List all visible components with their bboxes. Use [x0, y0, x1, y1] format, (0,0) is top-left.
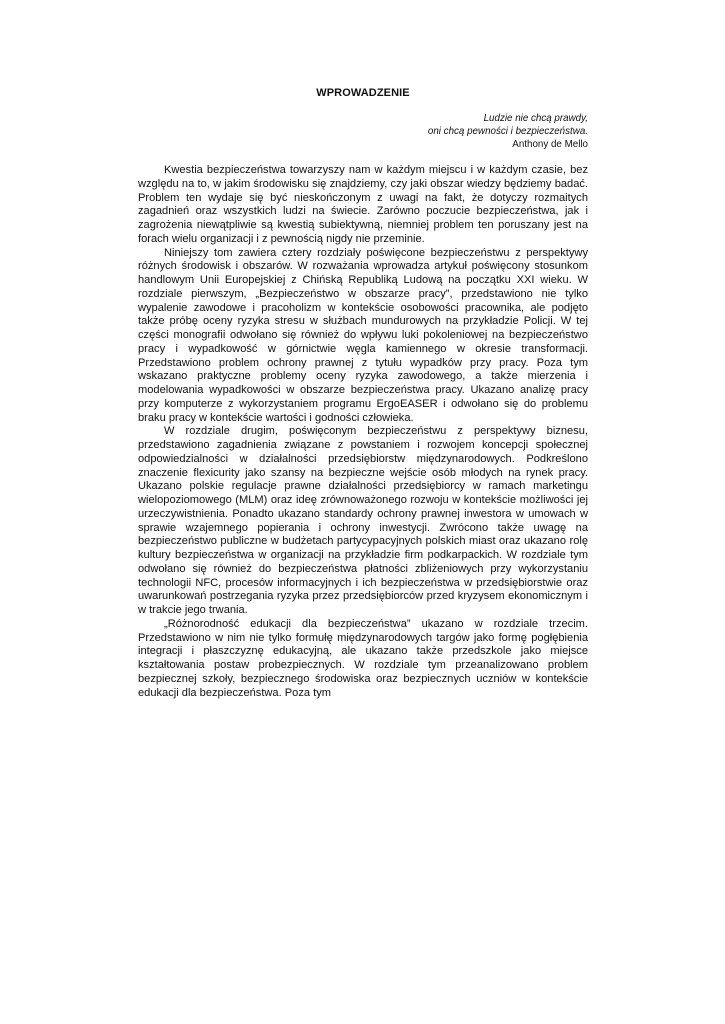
page-title: WPROWADZENIE [316, 87, 410, 99]
paragraph-1: Kwestia bezpieczeństwa towarzyszy nam w każdym miejscu i w każdym czasie, bez względu na to, w jakim środowisku się znajdziemy, czy jaki obszar wiedzy będziemy badać. Problem ten wydaje się być nieskończonym z uwagi na fakt, że dotyczy rozmaitych zagadnień oraz wszystkich ludzi na świecie. Zarówno poczucie bezpieczeństwa, jak i zagrożenia niewątpliwie są kwestią subiektywną, niemniej problem ten poruszany jest na forach wielu organizacji i z pewnością nigdy nie przeminie. [138, 164, 588, 245]
paragraph-3: W rozdziale drugim, poświęconym bezpieczeństwu z perspektywy biznesu, przedstawiono zagadnienia związane z powstaniem i rozwojem koncepcji społecznej odpowiedzialności w działalności przedsiębiorstw międzynarodowych. Podkreślono znaczenie flexicurity jako szansy na bezpieczne wejście osób młodych na rynek pracy. Ukazano polskie regulacje prawne działalności przedsiębiorcy w ramach marketingu wielopoziomowego (MLM) oraz ideę zrównoważonego rozwoju w kontekście możliwości jej urzeczywistnienia. Ponadto ukazano standardy ochrony prawnej inwestora w umowach w sprawie wzajemnego popierania i ochrony inwestycji. Zwrócono także uwagę na bezpieczeństwo publiczne w budżetach partycypacyjnych polskich miast oraz ukazano rolę kultury bezpieczeństwa w organizacji na przykładzie firm podkarpackich. W rozdziale tym odwołano się również do bezpieczeństwa płatności zbliżeniowych przy wykorzystaniu technologii NFC, procesów informacyjnych i ich bezpieczeństwa w przedsiębiorstwie oraz uwarunkowań postrzegania ryzyka przez przedsiębiorców przed kryzysem ekonomicznym i w trakcie jego trwania. [138, 425, 588, 616]
epigraph-author: Anthony de Mello [512, 139, 588, 150]
paragraph-2: Niniejszy tom zawiera cztery rozdziały poświęcone bezpieczeństwu z perspektywy różnych środowisk i obszarów. W rozważania wprowadza artykuł poświęcony stosunkom handlowym Unii Europejskiej z Chińską Republiką Ludową na początku XXI wieku. W rozdziale pierwszym, „Bezpieczeństwo w obszarze pracy”, przedstawiono nie tylko wypalenie zawodowe i pracoholizm w kontekście osobowości pracownika, ale podjęto także próbę oceny ryzyka stresu w służbach mundurowych na przykładzie Policji. W tej części monografii odwołano się również do wpływu luki pokoleniowej na bezpieczeństwo pracy i wypadkowość w górnictwie węgla kamiennego w okresie transformacji. Przedstawiono problem ochrony prawnej z tytułu wypadków przy pracy. Poza tym wskazano praktyczne problemy oceny ryzyka zawodowego, a także mierzenia i modelowania wypadkowości w obszarze bezpieczeństwa pracy. Ukazano analizę pracy przy komputerze z wykorzystaniem programu ErgoEASER i odwołano się do problemu braku pracy w kontekście wartości i godności człowieka. [138, 246, 588, 424]
page-content [138, 86, 588, 700]
epigraph-line-2: oni chcą pewności i bezpieczeństwa. [427, 126, 588, 137]
paragraph-4: „Różnorodność edukacji dla bezpieczeństwa” ukazano w rozdziale trzecim. Przedstawiono w nim nie tylko formułę międzynarodowych targów jako formę pogłębienia integracji i płaszczyznę edukacyjną, ale ukazano także przedszkole jako miejsce kształtowania postaw probezpiecznych. W rozdziale tym przeanalizowano problem bezpiecznej szkoły, bezpiecznego środowiska oraz bezpiecznych uczniów w kontekście edukacji dla bezpieczeństwa. Poza tym [138, 617, 588, 699]
epigraph-line-1: Ludzie nie chcą prawdy, [483, 113, 588, 124]
epigraph [138, 112, 588, 151]
